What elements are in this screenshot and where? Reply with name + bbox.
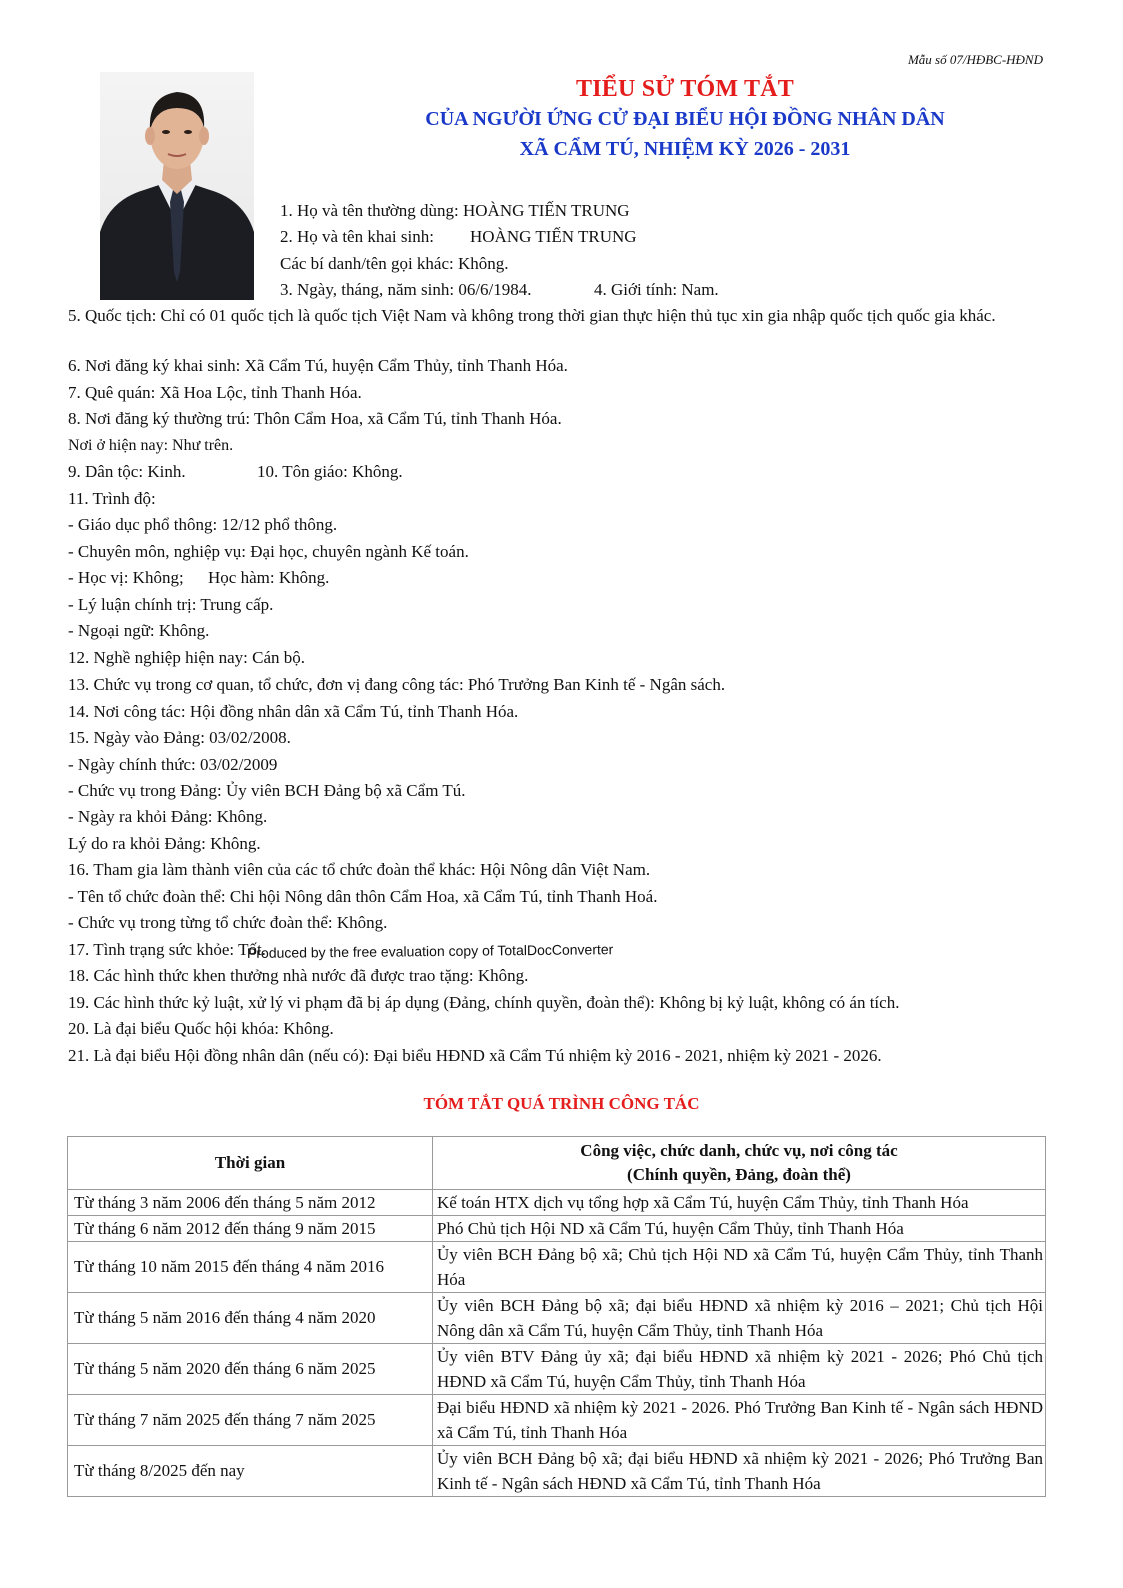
bio-line-16b: - Chức vụ trong từng tổ chức đoàn thể: Không.	[68, 913, 388, 932]
row-time: Từ tháng 7 năm 2025 đến tháng 7 năm 2025	[68, 1395, 433, 1446]
row-work: Ủy viên BTV Đảng ủy xã; đại biểu HĐND xã nhiệm kỳ 2021 - 2026; Phó Chủ tịch HĐND xã Cẩm Tú, huyện Cẩm Thủy, tỉnh Thanh Hóa	[433, 1344, 1046, 1395]
portrait-illustration	[100, 72, 254, 300]
header-work-line-2: (Chính quyền, Đảng, đoàn thể)	[627, 1165, 851, 1184]
bio-line-7: 7. Quê quán: Xã Hoa Lộc, tỉnh Thanh Hóa.	[68, 383, 362, 402]
form-code: Mẫu số 07/HĐBC-HĐND	[907, 52, 1043, 67]
bio-line-11e: - Ngoại ngữ: Không.	[68, 621, 210, 640]
watermark-text: Produced by the free evaluation copy of TotalDocConverter	[246, 941, 614, 961]
bio-line-11a: - Giáo dục phổ thông: 12/12 phổ thông.	[68, 515, 338, 534]
bio-line-12: 12. Nghề nghiệp hiện nay: Cán bộ.	[68, 648, 306, 667]
row-work: Ủy viên BCH Đảng bộ xã; Chủ tịch Hội ND xã Cẩm Tú, huyện Cẩm Thủy, tỉnh Thanh Hóa	[433, 1242, 1046, 1293]
row-work: Đại biểu HĐND xã nhiệm kỳ 2021 - 2026. Phó Trưởng Ban Kinh tế - Ngân sách HĐND xã Cẩm Tú, tỉnh Thanh Hóa	[433, 1395, 1046, 1446]
row-time: Từ tháng 3 năm 2006 đến tháng 5 năm 2012	[68, 1190, 433, 1216]
career-table	[67, 1136, 1046, 1497]
bio-line-aliases: Các bí danh/tên gọi khác: Không.	[280, 254, 509, 273]
table-row	[68, 1293, 1046, 1344]
row-time: Từ tháng 6 năm 2012 đến tháng 9 năm 2015	[68, 1216, 433, 1242]
bio-line-2-value: HOÀNG TIẾN TRUNG	[470, 227, 637, 246]
career-section-title: TÓM TẮT QUÁ TRÌNH CÔNG TÁC	[423, 1094, 700, 1113]
bio-line-16: 16. Tham gia làm thành viên của các tổ chức đoàn thể khác: Hội Nông dân Việt Nam.	[68, 860, 651, 879]
row-work: Kế toán HTX dịch vụ tổng hợp xã Cẩm Tú, huyện Cẩm Thủy, tỉnh Thanh Hóa	[433, 1190, 1046, 1216]
bio-line-11: 11. Trình độ:	[68, 489, 156, 508]
bio-line-3: 3. Ngày, tháng, năm sinh: 06/6/1984.	[280, 280, 532, 299]
bio-line-10: 10. Tôn giáo: Không.	[257, 462, 403, 481]
table-row	[68, 1395, 1046, 1446]
row-time: Từ tháng 5 năm 2020 đến tháng 6 năm 2025	[68, 1344, 433, 1395]
bio-line-9: 9. Dân tộc: Kinh.	[68, 462, 186, 481]
row-work: Ủy viên BCH Đảng bộ xã; đại biểu HĐND xã nhiệm kỳ 2021 - 2026; Phó Trưởng Ban Kinh tế - Ngân sách HĐND xã Cẩm Tú, tỉnh Thanh Hóa	[433, 1446, 1046, 1497]
row-work: Phó Chủ tịch Hội ND xã Cẩm Tú, huyện Cẩm Thủy, tỉnh Thanh Hóa	[433, 1216, 1046, 1242]
bio-line-15d: Lý do ra khỏi Đảng: Không.	[68, 834, 261, 853]
row-time: Từ tháng 8/2025 đến nay	[68, 1446, 433, 1497]
bio-line-11c-1: - Học vị: Không;	[68, 568, 184, 587]
bio-line-8: 8. Nơi đăng ký thường trú: Thôn Cẩm Hoa, xã Cẩm Tú, tỉnh Thanh Hóa.	[68, 409, 562, 428]
bio-line-15c: - Ngày ra khỏi Đảng: Không.	[68, 807, 268, 826]
bio-line-21: 21. Là đại biểu Hội đồng nhân dân (nếu có): Đại biểu HĐND xã Cẩm Tú nhiệm kỳ 2016 - 2021, nhiệm kỳ 2021 - 2026.	[68, 1046, 882, 1065]
table-row	[68, 1344, 1046, 1395]
bio-line-17: 17. Tình trạng sức khỏe: Tốt.	[68, 940, 266, 959]
bio-line-18: 18. Các hình thức khen thưởng nhà nước đã được trao tặng: Không.	[68, 966, 529, 985]
bio-line-15b: - Chức vụ trong Đảng: Ủy viên BCH Đảng bộ xã Cẩm Tú.	[68, 781, 466, 800]
bio-line-11c-2: Học hàm: Không.	[208, 568, 330, 587]
bio-line-1: 1. Họ và tên thường dùng: HOÀNG TIẾN TRUNG	[280, 201, 630, 220]
bio-line-15: 15. Ngày vào Đảng: 03/02/2008.	[68, 728, 291, 747]
table-row	[68, 1216, 1046, 1242]
header-time: Thời gian	[68, 1137, 433, 1190]
row-time: Từ tháng 10 năm 2015 đến tháng 4 năm 2016	[68, 1242, 433, 1293]
bio-line-5: 5. Quốc tịch: Chỉ có 01 quốc tịch là quốc tịch Việt Nam và không trong thời gian thực hiện thủ tục xin gia nhập quốc tịch quốc gia khác.	[68, 306, 996, 325]
bio-line-11b: - Chuyên môn, nghiệp vụ: Đại học, chuyên ngành Kế toán.	[68, 542, 469, 561]
header-work	[433, 1137, 1046, 1190]
portrait-photo	[100, 72, 254, 300]
row-work: Ủy viên BCH Đảng bộ xã; đại biểu HĐND xã nhiệm kỳ 2016 – 2021; Chủ tịch Hội Nông dân xã Cẩm Tú, huyện Cẩm Thủy, tỉnh Thanh Hóa	[433, 1293, 1046, 1344]
document-title: TIỂU SỬ TÓM TẮT	[576, 76, 794, 102]
bio-line-16a: - Tên tổ chức đoàn thể: Chi hội Nông dân thôn Cẩm Hoa, xã Cẩm Tú, tỉnh Thanh Hoá.	[68, 887, 658, 906]
bio-line-8b: Nơi ở hiện nay: Như trên.	[68, 437, 234, 454]
bio-line-15a: - Ngày chính thức: 03/02/2009	[68, 755, 278, 774]
bio-line-6: 6. Nơi đăng ký khai sinh: Xã Cẩm Tú, huyện Cẩm Thủy, tỉnh Thanh Hóa.	[68, 356, 568, 375]
bio-line-20: 20. Là đại biểu Quốc hội khóa: Không.	[68, 1019, 334, 1038]
table-row	[68, 1190, 1046, 1216]
document-subtitle-1: CỦA NGƯỜI ỨNG CỬ ĐẠI BIỂU HỘI ĐỒNG NHÂN DÂN	[425, 108, 945, 130]
bio-line-14: 14. Nơi công tác: Hội đồng nhân dân xã Cẩm Tú, tỉnh Thanh Hóa.	[68, 702, 519, 721]
bio-line-11d: - Lý luận chính trị: Trung cấp.	[68, 595, 274, 614]
bio-line-4: 4. Giới tính: Nam.	[594, 280, 719, 299]
document-subtitle-2: XÃ CẨM TÚ, NHIỆM KỲ 2026 - 2031	[519, 138, 851, 160]
bio-line-19: 19. Các hình thức kỷ luật, xử lý vi phạm đã bị áp dụng (Đảng, chính quyền, đoàn thể): Không bị kỷ luật, không có án tích.	[68, 993, 900, 1012]
table-row	[68, 1242, 1046, 1293]
table-row	[68, 1446, 1046, 1497]
row-time: Từ tháng 5 năm 2016 đến tháng 4 năm 2020	[68, 1293, 433, 1344]
bio-line-2-label: 2. Họ và tên khai sinh:	[280, 227, 434, 246]
bio-line-13: 13. Chức vụ trong cơ quan, tổ chức, đơn vị đang công tác: Phó Trưởng Ban Kinh tế - Ngân sách.	[68, 675, 726, 694]
career-table-header	[68, 1137, 1046, 1190]
header-work-line-1: Công việc, chức danh, chức vụ, nơi công tác	[580, 1141, 898, 1160]
